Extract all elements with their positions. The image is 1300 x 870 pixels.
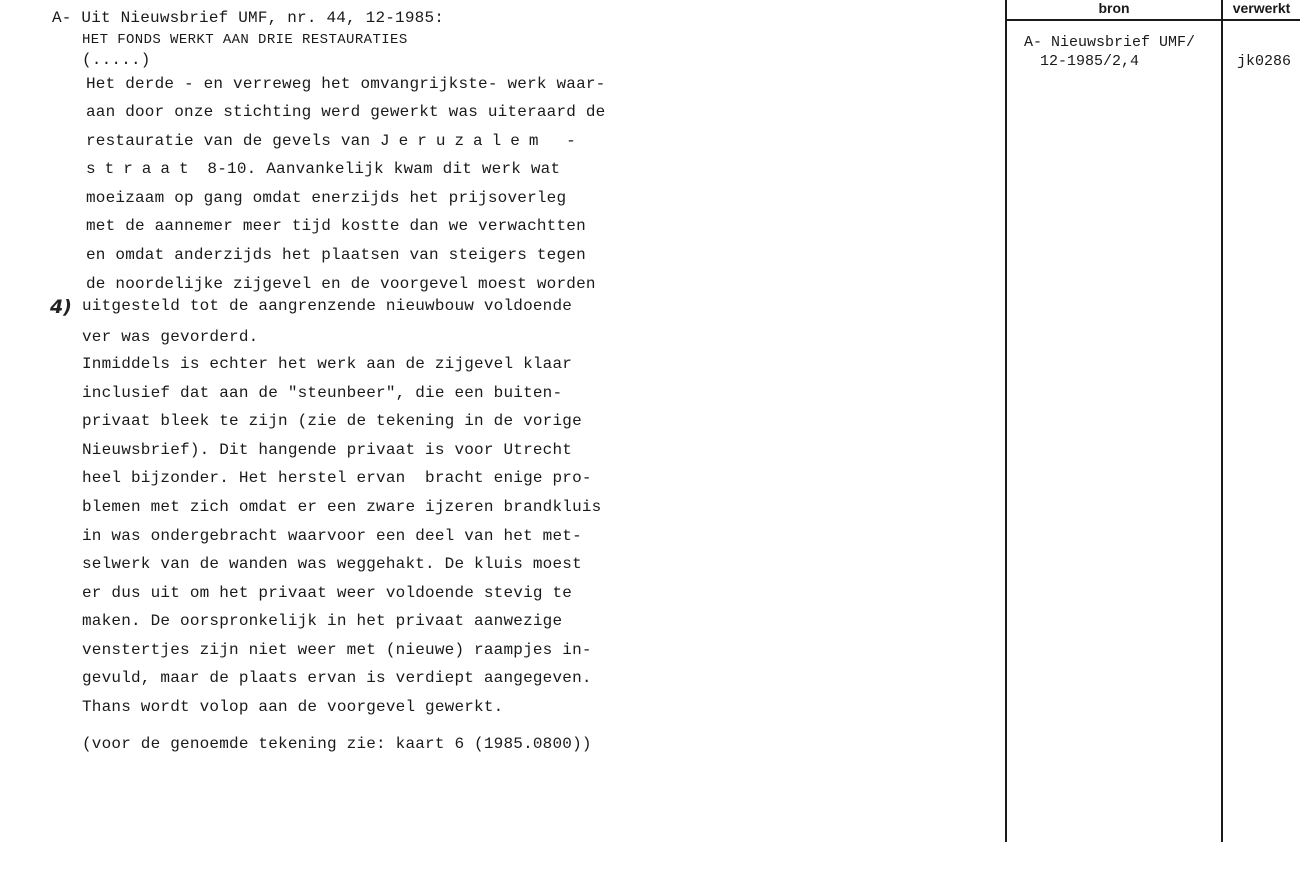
body-line: heel bijzonder. Het herstel ervan bracht enige pro-	[82, 469, 592, 487]
body-line: Het derde - en verreweg het omvangrijkste- werk waar-	[86, 75, 606, 93]
omission-marker: (.....)	[82, 51, 151, 69]
body-line: en omdat anderzijds het plaatsen van steigers tegen	[86, 246, 586, 264]
body-line: aan door onze stichting werd gewerkt was uiteraard de	[86, 103, 606, 121]
source-heading: A- Uit Nieuwsbrief UMF, nr. 44, 12-1985:	[52, 9, 445, 27]
table-divider-middle	[1221, 0, 1223, 842]
table-divider-left	[1005, 0, 1007, 842]
body-line: restauratie van de gevels van Jeruzalem -	[86, 132, 585, 150]
bron-entry-ref: 12-1985/2,4	[1040, 53, 1140, 70]
drawing-reference: (voor de genoemde tekening zie: kaart 6 (1985.0800))	[82, 735, 592, 753]
column-header-verwerkt: verwerkt	[1232, 0, 1291, 16]
body-line: maken. De oorspronkelijk in het privaat aanwezige	[82, 612, 563, 630]
body-line: er dus uit om het privaat weer voldoende stevig te	[82, 584, 573, 602]
margin-note: 4)	[50, 296, 72, 318]
spaced-street-name: Jeruzalem -	[380, 132, 585, 150]
body-line: blemen met zich omdat er een zware ijzeren brandkluis	[82, 498, 602, 516]
body-line: de noordelijke zijgevel en de voorgevel moest worden	[86, 275, 596, 293]
body-line: met de aannemer meer tijd kostte dan we verwachtten	[86, 217, 586, 235]
body-line: venstertjes zijn niet weer met (nieuwe) raampjes in-	[82, 641, 592, 659]
column-header-bron: bron	[1098, 0, 1130, 16]
body-line: ver was gevorderd.	[82, 328, 259, 346]
article-title: HET FONDS WERKT AAN DRIE RESTAURATIES	[82, 32, 408, 48]
body-line: Inmiddels is echter het werk aan de zijgevel klaar	[82, 355, 573, 373]
body-line: uitgesteld tot de aangrenzende nieuwbouw voldoende	[82, 297, 573, 315]
bron-entry: A- Nieuwsbrief UMF/	[1024, 34, 1196, 51]
body-line: Thans wordt volop aan de voorgevel gewerkt.	[82, 698, 504, 716]
spaced-street-suffix: straat	[86, 160, 198, 178]
body-line: in was ondergebracht waarvoor een deel van het met-	[82, 527, 582, 545]
body-line: Nieuwsbrief). Dit hangende privaat is voor Utrecht	[82, 441, 573, 459]
body-line: inclusief dat aan de "steunbeer", die een buiten-	[82, 384, 563, 402]
body-line: moeizaam op gang omdat enerzijds het prijsoverleg	[86, 189, 567, 207]
body-line: privaat bleek te zijn (zie de tekening in de vorige	[82, 412, 582, 430]
body-line: gevuld, maar de plaats ervan is verdiept aangegeven.	[82, 669, 592, 687]
body-line: straat 8-10. Aanvankelijk kwam dit werk wat	[86, 160, 561, 178]
table-header-rule	[1006, 19, 1300, 21]
body-line: selwerk van de wanden was weggehakt. De kluis moest	[82, 555, 582, 573]
verwerkt-code: jk0286	[1237, 53, 1292, 70]
